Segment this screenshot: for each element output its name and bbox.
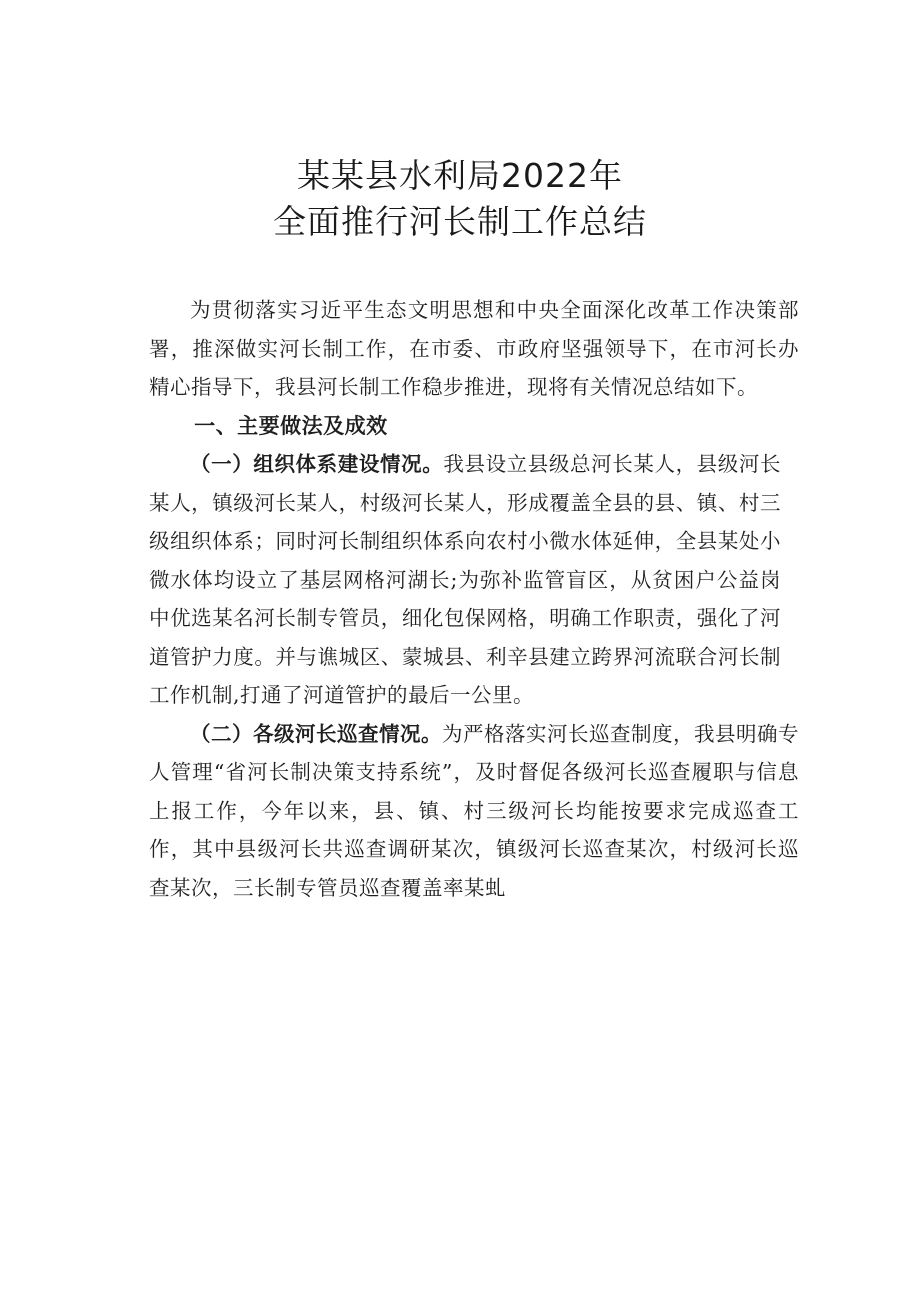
document-body (149, 291, 799, 907)
paragraph-river-chief-patrol (149, 715, 799, 908)
title-line-2: 全面推行河长制工作总结 (273, 202, 647, 241)
intro-paragraph: 为贯彻落实习近平生态文明思想和中央全面深化改革工作决策部署，推深做实河长制工作，在市委、市政府坚强领导下，在市河长办精心指导下，我县河长制工作稳步推进，现将有关情况总结如下。 (149, 298, 799, 399)
river-chief-patrol-text: 为严格落实河长巡查制度，我县明确专人管理“省河长制决策支持系统”，及时督促各级河长巡查履职与信息上报工作，今年以来，县、镇、村三级河长均能按要求完成巡查工作，其中县级河长共巡查调研某次，镇级河长巡查某次，村级河长巡查某次，三长制专管员巡查覆盖率某虬 (149, 721, 799, 900)
section-heading-main-practices: 一、主要做法及成效 (194, 413, 388, 438)
paragraph-organization-system (149, 445, 799, 715)
subheading-river-chief-patrol: （二）各级河长巡查情况。 (190, 721, 442, 746)
subheading-organization-system: （一）组织体系建设情况。 (190, 452, 444, 476)
title-line-1: 某某县水利局2022年 (297, 156, 623, 195)
document-title (0, 153, 920, 245)
organization-system-text: 我县设立县级总河长某人，县级河长某人，镇级河长某人，村级河长某人，形成覆盖全县的县、镇、村三级组织体系；同时河长制组织体系向农村小微水体延伸，全县某处小微水体均设立了基层网格河湖长;为弥补监管盲区，从贫困户公益岗中优选某名河长制专管员，细化包保网格，明确工作职责，强化了河道管护力度。并与谯城区、蒙城县、利辛县建立跨界河流联合河长制工作机制,打通了河道管护的最后一公里。 (149, 452, 782, 707)
